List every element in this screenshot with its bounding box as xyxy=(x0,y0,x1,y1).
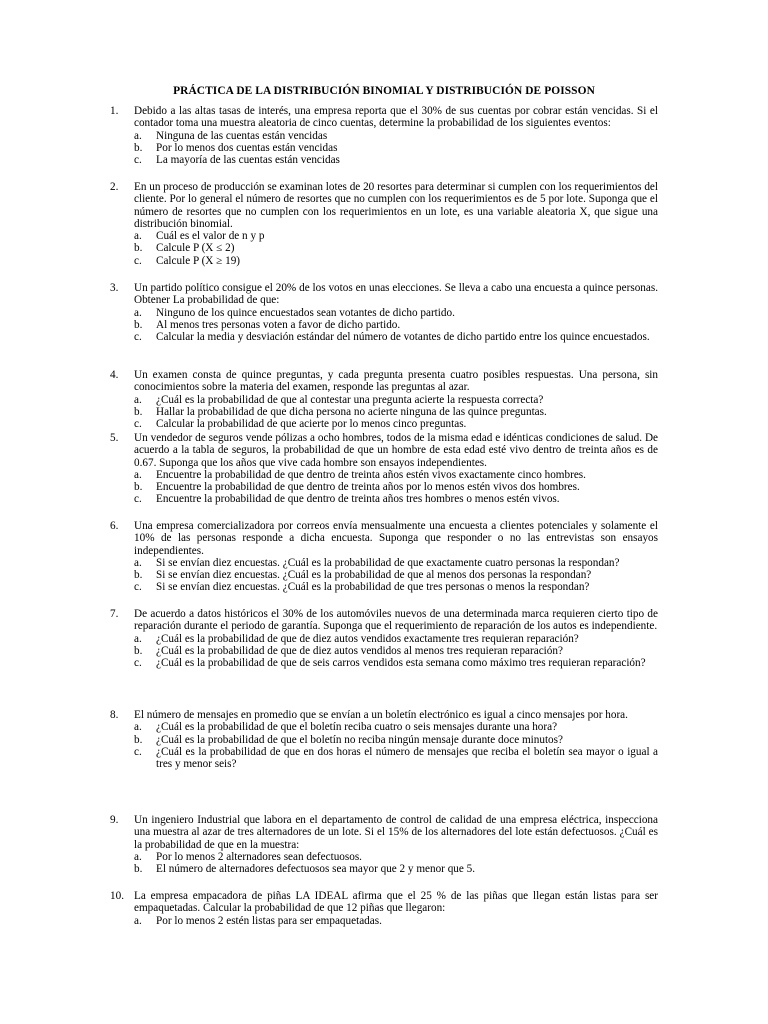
question-text: Una empresa comercializadora por correos envía mensualmente una encuesta a clientes potenciales y solamente el 10% de las personas responde a dicha encuesta. Suponga que responder o no las entrevistas son ensayos independientes. xyxy=(134,520,658,557)
option-letter: c. xyxy=(134,493,142,506)
option-item xyxy=(134,581,658,593)
option-letter: a. xyxy=(134,306,142,319)
option-letter: a. xyxy=(134,468,142,481)
option-item xyxy=(134,469,658,481)
option-text: Calcule P (X ≤ 2) xyxy=(156,242,235,255)
option-text: Ninguno de los quince encuestados sean votantes de dicho partido. xyxy=(156,306,455,319)
option-text: Cuál es el valor de n y p xyxy=(156,230,265,243)
option-list xyxy=(134,469,658,506)
option-text: Calcular la probabilidad de que acierte por lo menos cinco preguntas. xyxy=(156,418,467,431)
option-text: Calcule P (X ≥ 19) xyxy=(156,254,241,267)
option-item xyxy=(134,319,658,331)
question-text: Un ingeniero Industrial que labora en el departamento de control de calidad de una empresa eléctrica, inspecciona una muestra al azar de tres alternadores de un lote. Si el 15% de los alternadores del lote están defectuosos. ¿Cuál es la probabilidad de que en la muestra: xyxy=(134,814,658,851)
option-item xyxy=(134,331,658,343)
option-letter: c. xyxy=(134,331,142,344)
question-number: 5. xyxy=(110,432,119,444)
option-text: Si se envían diez encuestas. ¿Cuál es la probabilidad de que exactamente cuatro personas la respondan? xyxy=(156,556,620,569)
question-10 xyxy=(110,890,658,927)
question-text: La empresa empacadora de piñas LA IDEAL afirma que el 25 % de las piñas que llegan están listas para ser empaquetadas. Calcular la probabilidad de que 12 piñas que llegaron: xyxy=(134,890,658,915)
option-item xyxy=(134,230,658,242)
question-3 xyxy=(110,282,658,343)
option-item xyxy=(134,915,658,927)
question-6 xyxy=(110,520,658,594)
question-4 xyxy=(110,369,658,430)
option-text: Calcular la media y desviación estándar del número de votantes de dicho partido entre los quince encuestados. xyxy=(156,331,650,344)
question-text: Un examen consta de quince preguntas, y cada pregunta presenta cuatro posibles respuestas. Una persona, sin conocimientos sobre la materia del examen, responde las preguntas al azar. xyxy=(134,369,658,394)
option-item xyxy=(134,493,658,505)
option-item xyxy=(134,418,658,430)
page-title: PRÁCTICA DE LA DISTRIBUCIÓN BINOMIAL Y DISTRIBUCIÓN DE POISSON xyxy=(173,85,595,97)
question-2 xyxy=(110,181,658,267)
option-letter: c. xyxy=(134,154,142,167)
option-letter: b. xyxy=(134,481,143,494)
question-number: 6. xyxy=(110,520,119,532)
question-7 xyxy=(110,608,658,669)
option-list xyxy=(134,633,658,670)
option-letter: b. xyxy=(134,405,143,418)
option-letter: b. xyxy=(134,863,143,876)
option-letter: c. xyxy=(134,418,142,431)
option-letter: a. xyxy=(134,914,142,927)
option-letter: b. xyxy=(134,141,143,154)
option-list xyxy=(134,230,658,267)
option-item xyxy=(134,406,658,418)
question-number: 4. xyxy=(110,369,119,381)
option-text: ¿Cuál es la probabilidad de que de seis carros vendidos esta semana como máximo tres requieran reparación? xyxy=(156,657,646,670)
question-8 xyxy=(110,709,658,770)
option-text: Hallar la probabilidad de que dicha persona no acierte ninguna de las quince preguntas. xyxy=(156,405,547,418)
option-letter: b. xyxy=(134,569,143,582)
option-letter: c. xyxy=(134,657,142,670)
option-text: ¿Cuál es la probabilidad de que el boletín reciba cuatro o seis mensajes durante una hora? xyxy=(156,721,558,734)
question-text: Un partido político consigue el 20% de los votos en unas elecciones. Se lleva a cabo una encuesta a quince personas. Obtener La probabilidad de que: xyxy=(134,282,658,307)
option-item xyxy=(134,721,658,733)
option-item xyxy=(134,569,658,581)
option-letter: c. xyxy=(134,745,142,758)
option-list xyxy=(134,851,658,876)
option-text: ¿Cuál es la probabilidad de que en dos horas el número de mensajes que reciba el boletín sea mayor o igual a tres y menor seis? xyxy=(156,745,658,771)
option-letter: b. xyxy=(134,644,143,657)
option-item xyxy=(134,142,658,154)
option-text: Encuentre la probabilidad de que dentro de treinta años tres hombres o menos estén vivos. xyxy=(156,493,560,506)
option-item xyxy=(134,481,658,493)
option-text: ¿Cuál es la probabilidad de que de diez autos vendidos al menos tres requieran reparación? xyxy=(156,644,563,657)
option-letter: c. xyxy=(134,581,142,594)
option-letter: a. xyxy=(134,129,142,142)
option-text: Si se envían diez encuestas. ¿Cuál es la probabilidad de que tres personas o menos la respondan? xyxy=(156,581,590,594)
option-item xyxy=(134,657,658,669)
option-letter: a. xyxy=(134,632,142,645)
option-list xyxy=(134,721,658,770)
option-item xyxy=(134,633,658,645)
option-text: Al menos tres personas voten a favor de dicho partido. xyxy=(156,318,401,331)
question-text: Debido a las altas tasas de interés, una empresa reporta que el 30% de sus cuentas por cobrar están vencidas. Si el contador toma una muestra aleatoria de cinco cuentas, determine la probabilidad de los siguientes eventos: xyxy=(134,105,658,130)
option-item xyxy=(134,746,658,771)
option-item xyxy=(134,851,658,863)
question-text: En un proceso de producción se examinan lotes de 20 resortes para determinar si cumplen con los requerimientos del cliente. Por lo general el número de resortes que no cumplen con los requerimientos es de 5 por lote. Suponga que el número de resortes que no cumplen con los requerimientos en un lote, es una variable aleatoria X, que sigue una distribución binomial. xyxy=(134,181,658,230)
option-list xyxy=(134,557,658,594)
option-item xyxy=(134,645,658,657)
question-5 xyxy=(110,432,658,506)
option-letter: a. xyxy=(134,721,142,734)
option-text: Por lo menos dos cuentas están vencidas xyxy=(156,141,338,154)
option-text: Ninguna de las cuentas están vencidas xyxy=(156,129,328,142)
option-letter: a. xyxy=(134,230,142,243)
option-letter: b. xyxy=(134,318,143,331)
option-text: Encuentre la probabilidad de que dentro de treinta años estén vivos exactamente cinco hombres. xyxy=(156,468,586,481)
option-item xyxy=(134,863,658,875)
question-number: 9. xyxy=(110,814,119,826)
question-text: De acuerdo a datos históricos el 30% de los automóviles nuevos de una determinada marca requieren cierto tipo de reparación durante el periodo de garantía. Suponga que el requerimiento de reparación de los autos es independiente. xyxy=(134,608,658,633)
option-item xyxy=(134,394,658,406)
option-letter: b. xyxy=(134,242,143,255)
question-text: Un vendedor de seguros vende pólizas a ocho hombres, todos de la misma edad e idénticas condiciones de salud. De acuerdo a la tabla de seguros, la probabilidad de que un hombre de esta edad esté vivo dentro de treinta años es de 0.67. Suponga que los años que vive cada hombre son ensayos independientes. xyxy=(134,432,658,469)
option-item xyxy=(134,307,658,319)
option-item xyxy=(134,154,658,166)
question-number: 1. xyxy=(110,105,119,117)
option-text: ¿Cuál es la probabilidad de que al contestar una pregunta acierte la respuesta correcta? xyxy=(156,393,544,406)
option-list xyxy=(134,915,658,927)
question-number: 10. xyxy=(110,890,124,902)
option-list xyxy=(134,394,658,431)
option-item xyxy=(134,734,658,746)
option-text: ¿Cuál es la probabilidad de que el boletín no reciba ningún mensaje durante doce minutos? xyxy=(156,733,563,746)
option-text: El número de alternadores defectuosos sea mayor que 2 y menor que 5. xyxy=(156,863,476,876)
option-letter: b. xyxy=(134,733,143,746)
question-number: 7. xyxy=(110,608,119,620)
question-1 xyxy=(110,105,658,166)
option-text: La mayoría de las cuentas están vencidas xyxy=(156,154,340,167)
option-letter: a. xyxy=(134,850,142,863)
option-list xyxy=(134,130,658,167)
option-item xyxy=(134,130,658,142)
option-letter: a. xyxy=(134,556,142,569)
option-list xyxy=(134,307,658,344)
question-number: 3. xyxy=(110,282,119,294)
question-number: 2. xyxy=(110,181,119,193)
option-text: Si se envían diez encuestas. ¿Cuál es la probabilidad de que al menos dos personas la respondan? xyxy=(156,569,592,582)
option-text: ¿Cuál es la probabilidad de que de diez autos vendidos exactamente tres requieran reparación? xyxy=(156,632,579,645)
question-9 xyxy=(110,814,658,875)
option-text: Por lo menos 2 alternadores sean defectuosos. xyxy=(156,850,362,863)
option-letter: c. xyxy=(134,254,142,267)
question-text: El número de mensajes en promedio que se envían a un boletín electrónico es igual a cinco mensajes por hora. xyxy=(134,709,628,721)
option-letter: a. xyxy=(134,393,142,406)
option-item xyxy=(134,557,658,569)
question-number: 8. xyxy=(110,709,119,721)
option-item xyxy=(134,255,658,267)
option-item xyxy=(134,242,658,254)
option-text: Por lo menos 2 estén listas para ser empaquetadas. xyxy=(156,914,382,927)
option-text: Encuentre la probabilidad de que dentro de treinta años por lo menos estén vivos dos hombres. xyxy=(156,481,580,494)
